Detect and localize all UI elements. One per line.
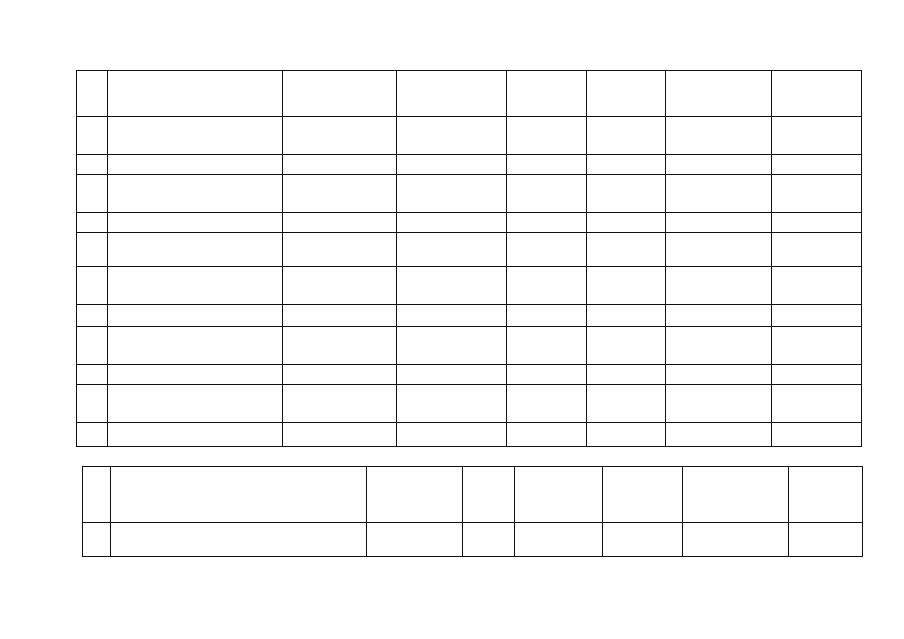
org-type bbox=[282, 365, 396, 385]
settlement bbox=[397, 267, 507, 305]
capacity bbox=[586, 267, 666, 305]
construction bbox=[772, 267, 862, 305]
population bbox=[507, 327, 587, 365]
organizations-table-2 bbox=[82, 466, 863, 557]
row-number bbox=[77, 155, 108, 175]
settlement bbox=[397, 305, 507, 327]
org-name bbox=[107, 117, 282, 155]
org-type bbox=[282, 267, 396, 305]
compliance bbox=[666, 385, 772, 423]
settlement bbox=[397, 385, 507, 423]
settlement bbox=[463, 523, 515, 557]
org-type bbox=[282, 213, 396, 233]
compliance bbox=[666, 305, 772, 327]
organizations-table-1 bbox=[76, 70, 862, 447]
table-row bbox=[77, 267, 862, 305]
settlement bbox=[397, 233, 507, 267]
table1-header-cell bbox=[282, 71, 396, 117]
table2-header-cell bbox=[367, 467, 463, 523]
row-number bbox=[77, 233, 108, 267]
population bbox=[507, 385, 587, 423]
table2-header-cell bbox=[463, 467, 515, 523]
table2-header-cell bbox=[789, 467, 863, 523]
capacity bbox=[586, 117, 666, 155]
table2-header-cell bbox=[603, 467, 683, 523]
table-row bbox=[77, 155, 862, 175]
compliance bbox=[666, 117, 772, 155]
table-row bbox=[77, 213, 862, 233]
population bbox=[507, 213, 587, 233]
construction bbox=[772, 385, 862, 423]
table-row bbox=[83, 523, 863, 557]
org-name bbox=[107, 175, 282, 213]
population bbox=[507, 423, 587, 447]
settlement bbox=[397, 423, 507, 447]
construction bbox=[772, 155, 862, 175]
compliance bbox=[666, 213, 772, 233]
capacity bbox=[586, 327, 666, 365]
row-number bbox=[77, 267, 108, 305]
row-number bbox=[77, 365, 108, 385]
org-type bbox=[282, 155, 396, 175]
table2-header-cell bbox=[111, 467, 367, 523]
table-row bbox=[77, 233, 862, 267]
org-type bbox=[282, 327, 396, 365]
row-number bbox=[77, 175, 108, 213]
construction bbox=[772, 233, 862, 267]
org-name bbox=[107, 213, 282, 233]
row-number bbox=[83, 523, 111, 557]
settlement bbox=[397, 365, 507, 385]
construction bbox=[772, 305, 862, 327]
compliance bbox=[666, 365, 772, 385]
row-number bbox=[77, 305, 108, 327]
table-row bbox=[77, 117, 862, 155]
org-name bbox=[107, 423, 282, 447]
population bbox=[507, 117, 587, 155]
settlement bbox=[397, 213, 507, 233]
capacity bbox=[586, 175, 666, 213]
table1-header-cell bbox=[77, 71, 108, 117]
org-name bbox=[107, 385, 282, 423]
table-row bbox=[77, 385, 862, 423]
compliance bbox=[666, 175, 772, 213]
construction bbox=[772, 365, 862, 385]
org-type bbox=[367, 523, 463, 557]
org-type bbox=[282, 175, 396, 213]
capacity bbox=[586, 305, 666, 327]
population bbox=[507, 267, 587, 305]
table1-header-row bbox=[77, 71, 862, 117]
population bbox=[507, 175, 587, 213]
org-type bbox=[282, 423, 396, 447]
table-row bbox=[77, 305, 862, 327]
compliance bbox=[666, 267, 772, 305]
org-name bbox=[107, 305, 282, 327]
row-number bbox=[77, 385, 108, 423]
capacity bbox=[586, 233, 666, 267]
row-number bbox=[77, 423, 108, 447]
table2-header-cell bbox=[683, 467, 789, 523]
settlement bbox=[397, 155, 507, 175]
population bbox=[515, 523, 603, 557]
table-row bbox=[77, 175, 862, 213]
table2-header-cell bbox=[515, 467, 603, 523]
compliance bbox=[683, 523, 789, 557]
table-row bbox=[77, 423, 862, 447]
row-number bbox=[77, 213, 108, 233]
org-name bbox=[107, 327, 282, 365]
table2-header-cell bbox=[83, 467, 111, 523]
compliance bbox=[666, 233, 772, 267]
capacity bbox=[603, 523, 683, 557]
compliance bbox=[666, 423, 772, 447]
org-name bbox=[111, 523, 367, 557]
table1-header-cell bbox=[666, 71, 772, 117]
capacity bbox=[586, 365, 666, 385]
row-number bbox=[77, 117, 108, 155]
compliance bbox=[666, 155, 772, 175]
org-name bbox=[107, 233, 282, 267]
org-type bbox=[282, 385, 396, 423]
org-type bbox=[282, 233, 396, 267]
org-name bbox=[107, 155, 282, 175]
construction bbox=[789, 523, 863, 557]
population bbox=[507, 155, 587, 175]
settlement bbox=[397, 117, 507, 155]
table-row bbox=[77, 365, 862, 385]
org-type bbox=[282, 305, 396, 327]
org-name bbox=[107, 365, 282, 385]
population bbox=[507, 305, 587, 327]
capacity bbox=[586, 155, 666, 175]
capacity bbox=[586, 213, 666, 233]
construction bbox=[772, 423, 862, 447]
org-type bbox=[282, 117, 396, 155]
table1-header-cell bbox=[397, 71, 507, 117]
table1-header-cell bbox=[586, 71, 666, 117]
table1-header-cell bbox=[772, 71, 862, 117]
row-number bbox=[77, 327, 108, 365]
population bbox=[507, 233, 587, 267]
table1-header-cell bbox=[507, 71, 587, 117]
settlement bbox=[397, 327, 507, 365]
table1-header-cell bbox=[107, 71, 282, 117]
construction bbox=[772, 327, 862, 365]
construction bbox=[772, 175, 862, 213]
construction bbox=[772, 117, 862, 155]
compliance bbox=[666, 327, 772, 365]
capacity bbox=[586, 423, 666, 447]
settlement bbox=[397, 175, 507, 213]
population bbox=[507, 365, 587, 385]
table2-header-row bbox=[83, 467, 863, 523]
construction bbox=[772, 213, 862, 233]
table-row bbox=[77, 327, 862, 365]
capacity bbox=[586, 385, 666, 423]
org-name bbox=[107, 267, 282, 305]
